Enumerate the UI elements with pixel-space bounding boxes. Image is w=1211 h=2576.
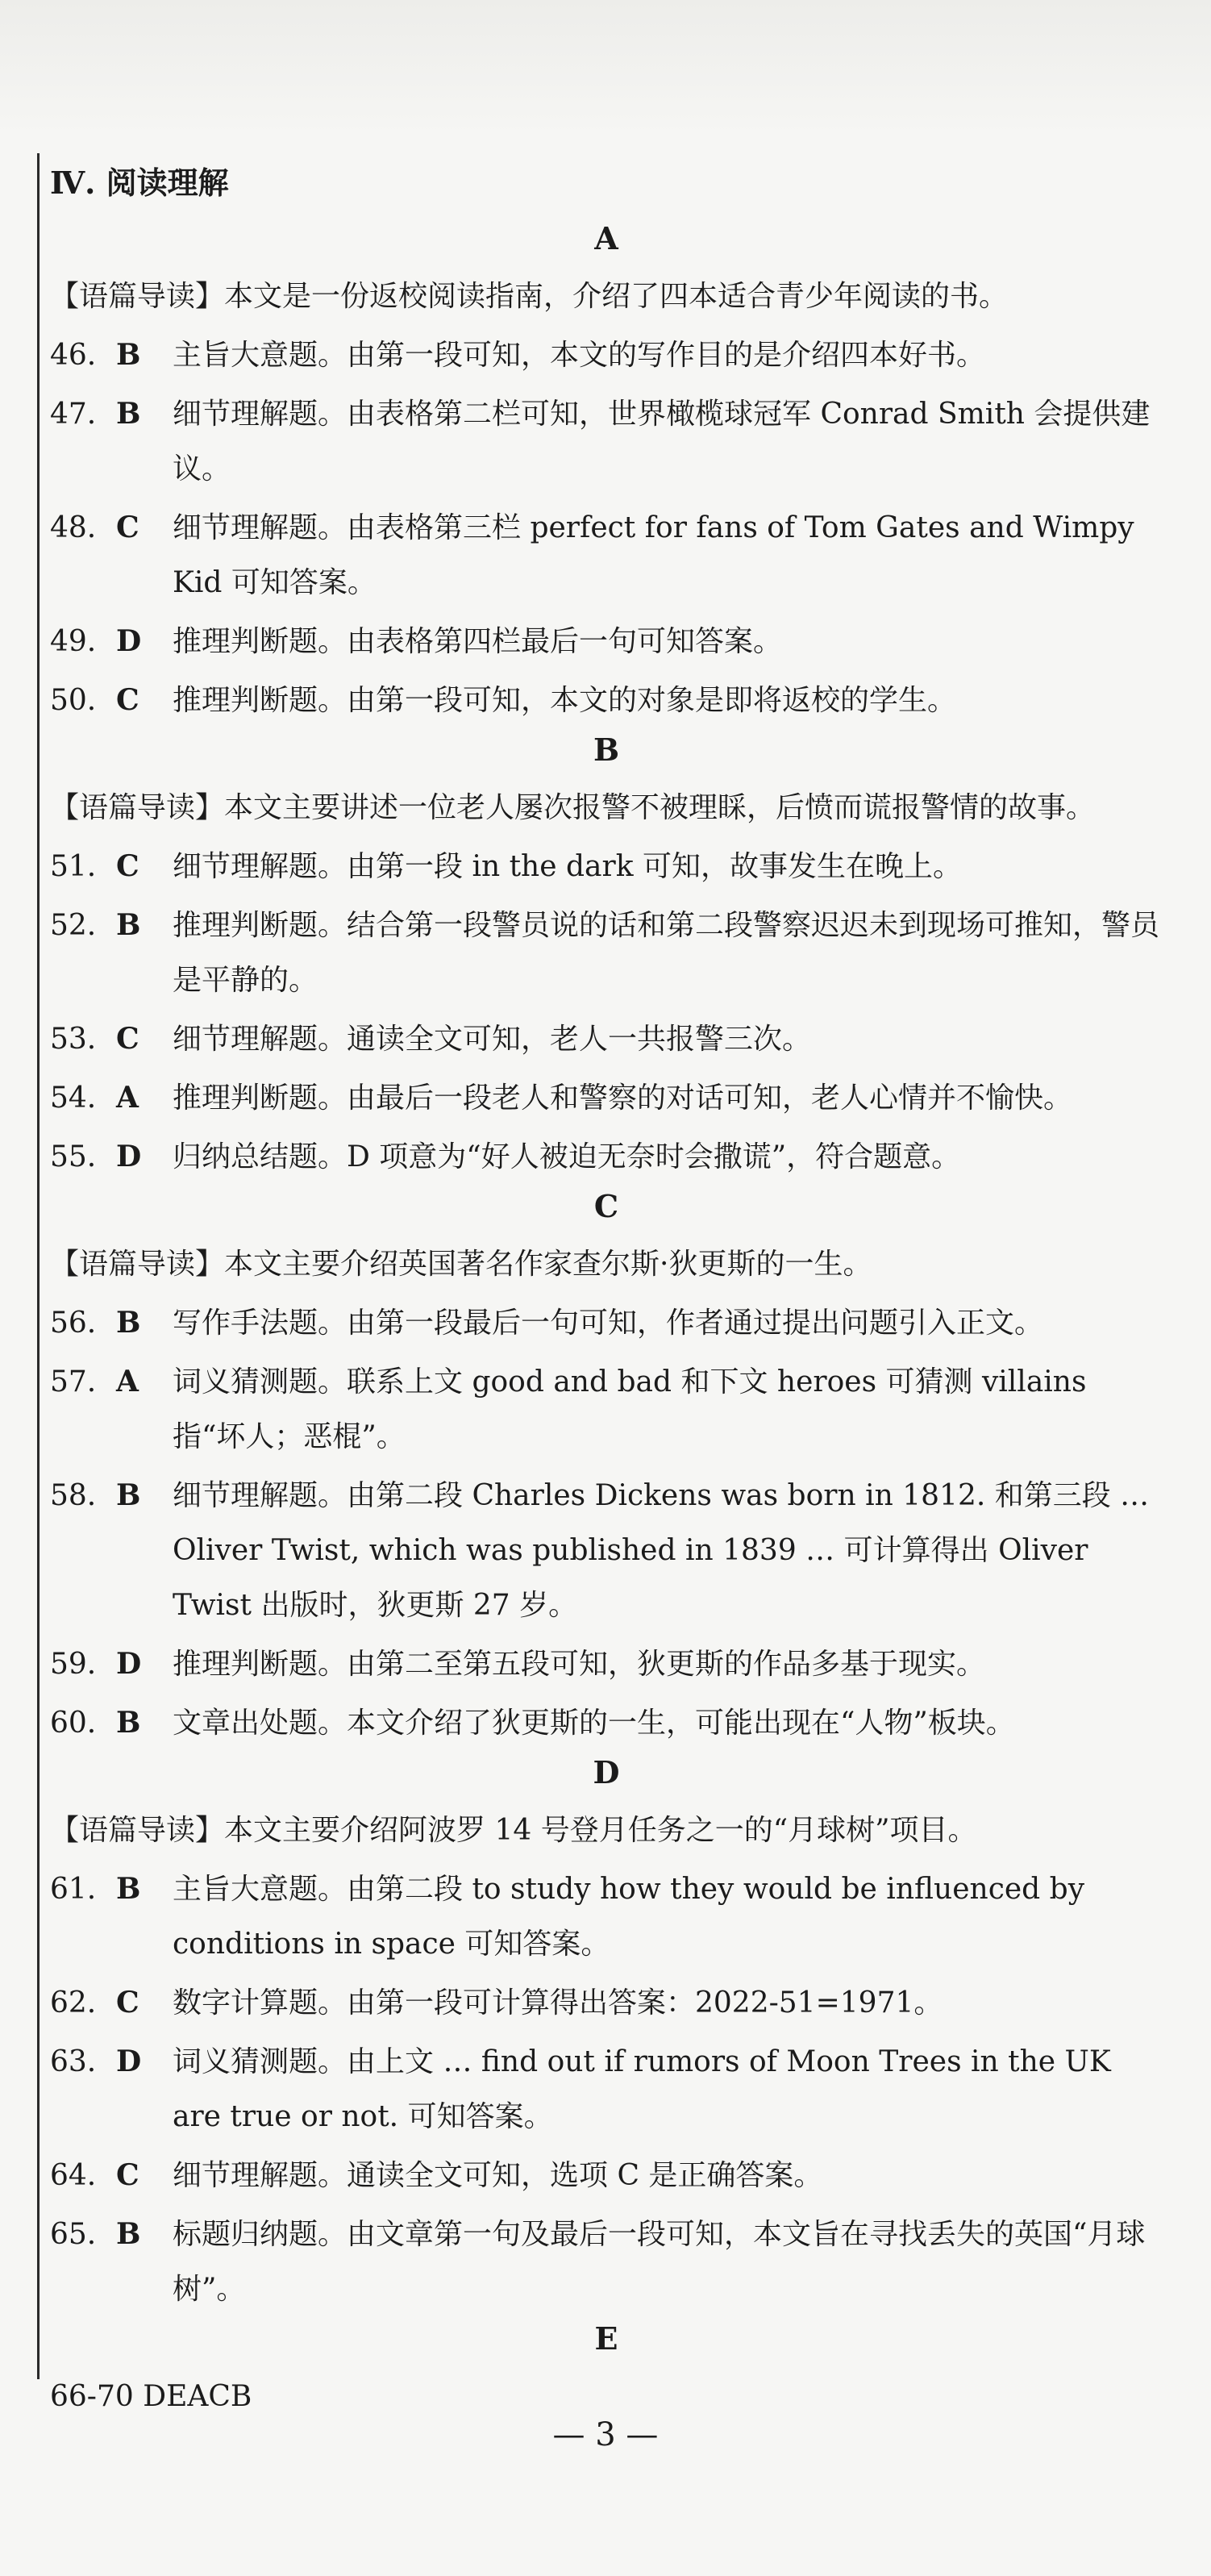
question-number: 61. (50, 1873, 97, 1906)
question-number: 54. (50, 1082, 97, 1115)
explanation: 推理判断题。由第一段可知，本文的对象是即将返校的学生。 (173, 684, 957, 717)
question-number: 58. (50, 1479, 97, 1512)
question-number: 49. (50, 625, 97, 658)
question-row (50, 898, 1163, 1008)
question-number: 51. (50, 850, 97, 883)
question-number: 63. (50, 2045, 97, 2078)
answer-letter: B (116, 1706, 141, 1740)
page-number: — 3 — (552, 2416, 659, 2453)
question-number: 65. (50, 2218, 97, 2251)
section-title: Ⅳ. 阅读理解 (50, 165, 229, 201)
question-number: 56. (50, 1307, 97, 1340)
explanation: 推理判断题。由表格第四栏最后一句可知答案。 (173, 625, 783, 658)
explanation: 数字计算题。由第一段可计算得出答案：2022-51=1971。 (173, 1986, 943, 2020)
explanation: 细节理解题。通读全文可知，选项 C 是正确答案。 (173, 2159, 823, 2192)
question-row (50, 1129, 1163, 1185)
left-margin-rule (37, 153, 40, 2379)
question-row (50, 386, 1163, 497)
explanation: 推理判断题。由第二至第五段可知，狄更斯的作品多基于现实。 (173, 1648, 986, 1681)
guide-c: 【语篇导读】本文主要介绍英国著名作家查尔斯·狄更斯的一生。 (50, 1248, 872, 1281)
guide-b: 【语篇导读】本文主要讲述一位老人屡次报警不被理睬，后愤而谎报警情的故事。 (50, 791, 1096, 824)
question-number: 52. (50, 909, 97, 942)
question-row (50, 1295, 1163, 1351)
explanation: 细节理解题。由表格第三栏 perfect for fans of Tom Gates and Wimpy Kid 可知答案。 (173, 511, 1134, 599)
explanation: 细节理解题。由第一段 in the dark 可知，故事发生在晚上。 (173, 850, 962, 883)
question-row (50, 1354, 1163, 1465)
answer-letter: B (116, 908, 141, 942)
question-row (50, 614, 1163, 669)
answer-letter: B (116, 338, 141, 372)
explanation: 细节理解题。通读全文可知，老人一共报警三次。 (173, 1023, 812, 1056)
explanation: 词义猜测题。联系上文 good and bad 和下文 heroes 可猜测 villains 指“坏人；恶棍”。 (173, 1365, 1087, 1453)
content (50, 158, 1163, 2424)
question-row (50, 1861, 1163, 1972)
question-row (50, 1468, 1163, 1633)
question-row (50, 1070, 1163, 1126)
answers-e: 66-70 DEACB (50, 2380, 252, 2413)
explanation: 主旨大意题。由第二段 to study how they would be influenced by conditions in space 可知答案。 (173, 1873, 1085, 1961)
question-number: 62. (50, 1986, 97, 2020)
answer-letter: D (116, 624, 142, 658)
answer-letter: B (116, 1478, 141, 1512)
answer-letter: C (116, 2158, 139, 2192)
answer-letter: B (116, 397, 141, 431)
question-row (50, 2034, 1163, 2145)
answer-letter: C (116, 1986, 139, 2020)
answer-letter: B (116, 1872, 141, 1906)
answer-letter: A (116, 1081, 139, 1115)
question-number: 64. (50, 2159, 97, 2192)
explanation: 主旨大意题。由第一段可知，本文的写作目的是介绍四本好书。 (173, 339, 986, 372)
question-number: 46. (50, 339, 97, 372)
question-row (50, 1975, 1163, 2031)
answer-letter: C (116, 683, 139, 717)
explanation: 细节理解题。由第二段 Charles Dickens was born in 1812. 和第三段 … Oliver Twist, which was published in 1839 … 可计算得出 Oliver Twist 出版时，狄更斯 27 岁。 (173, 1479, 1150, 1622)
answer-letter: C (116, 849, 139, 883)
question-row (50, 1636, 1163, 1692)
explanation: 细节理解题。由表格第二栏可知，世界橄榄球冠军 Conrad Smith 会提供建议。 (173, 398, 1151, 486)
explanation: 文章出处题。本文介绍了狄更斯的一生，可能出现在“人物”板块。 (173, 1707, 1015, 1740)
question-row (50, 673, 1163, 728)
explanation: 写作手法题。由第一段最后一句可知，作者通过提出问题引入正文。 (173, 1307, 1044, 1340)
question-row (50, 2207, 1163, 2317)
part-label-e: E (594, 2320, 618, 2357)
answer-letter: B (116, 1306, 141, 1340)
part-label-a: A (594, 220, 618, 256)
part-label-c: C (593, 1188, 619, 1224)
answer-letter: D (116, 1140, 142, 1173)
answer-letter: D (116, 1647, 142, 1681)
question-row (50, 327, 1163, 383)
question-row (50, 1011, 1163, 1067)
question-number: 47. (50, 398, 97, 431)
question-row (50, 1695, 1163, 1751)
answer-letter: D (116, 2045, 142, 2078)
part-label-b: B (593, 732, 620, 768)
top-shade (0, 0, 1211, 137)
question-number: 55. (50, 1140, 97, 1173)
question-number: 59. (50, 1648, 97, 1681)
explanation: 推理判断题。由最后一段老人和警察的对话可知，老人心情并不愉快。 (173, 1082, 1073, 1115)
answer-letter: B (116, 2217, 141, 2251)
question-number: 57. (50, 1365, 97, 1398)
question-row (50, 839, 1163, 894)
part-label-d: D (593, 1754, 620, 1790)
explanation: 词义猜测题。由上文 … find out if rumors of Moon Trees in the UK are true or not. 可知答案。 (173, 2045, 1111, 2133)
question-number: 48. (50, 511, 97, 544)
question-number: 60. (50, 1707, 97, 1740)
question-number: 50. (50, 684, 97, 717)
explanation: 推理判断题。结合第一段警员说的话和第二段警察迟迟未到现场可推知，警员是平静的。 (173, 909, 1160, 997)
explanation: 归纳总结题。D 项意为“好人被迫无奈时会撒谎”，符合题意。 (173, 1140, 961, 1173)
question-row (50, 500, 1163, 611)
answer-letter: C (116, 1022, 139, 1056)
guide-a: 【语篇导读】本文是一份返校阅读指南，介绍了四本适合青少年阅读的书。 (50, 280, 1009, 313)
question-number: 53. (50, 1023, 97, 1056)
answer-letter: A (116, 1365, 139, 1398)
explanation: 标题归纳题。由文章第一句及最后一段可知，本文旨在寻找丢失的英国“月球树”。 (173, 2218, 1146, 2306)
guide-d: 【语篇导读】本文主要介绍阿波罗 14 号登月任务之一的“月球树”项目。 (50, 1814, 977, 1847)
answer-letter: C (116, 511, 139, 544)
question-row (50, 2148, 1163, 2203)
